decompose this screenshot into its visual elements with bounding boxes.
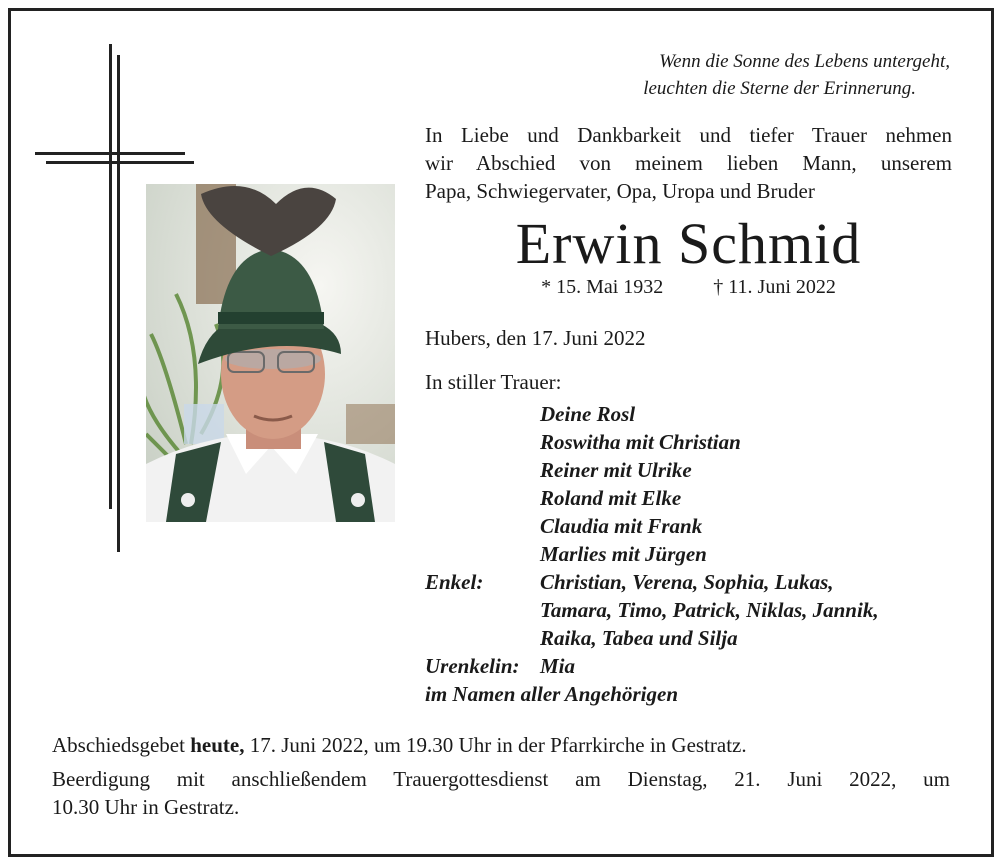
- motto-quote: [560, 48, 950, 102]
- death-date: 11. Juni 2022: [728, 276, 836, 298]
- birth-date: 15. Mai 1932: [556, 276, 664, 298]
- service-info: [52, 731, 950, 821]
- mourner: Roland mit Elke: [540, 486, 682, 510]
- birth-star-icon: *: [541, 276, 552, 298]
- life-dates: [425, 276, 952, 299]
- funeral-line: Beerdigung mit anschließendem Trauergottesdienst am Dienstag, 21. Juni 2022, um: [52, 767, 950, 791]
- closing-line: im Namen aller Angehörigen: [425, 682, 678, 706]
- motto-line: Wenn die Sonne des Lebens untergeht,: [659, 51, 950, 72]
- death-cross-icon: †: [713, 276, 724, 298]
- mourner: Reiner mit Ulrike: [540, 458, 692, 482]
- funeral-line-end: 10.30 Uhr in Gestratz.: [52, 795, 240, 819]
- prayer-line: [52, 731, 950, 759]
- intro-text: [425, 121, 952, 205]
- prayer-details: 17. Juni 2022, um 19.30 Uhr in der Pfarrkirche in Gestratz.: [244, 733, 747, 757]
- mourner: Marlies mit Jürgen: [540, 542, 707, 566]
- mourner: Roswitha mit Christian: [540, 430, 741, 454]
- enkel-line: Raika, Tabea und Silja: [540, 626, 738, 650]
- enkel-line: Christian, Verena, Sophia, Lukas,: [540, 570, 834, 594]
- enkel-label: Enkel:: [425, 570, 484, 594]
- prayer-today: heute,: [190, 733, 245, 757]
- motto-line: leuchten die Sterne der Erinnerung.: [643, 78, 916, 99]
- mourning-label: In stiller Trauer:: [425, 370, 562, 394]
- portrait-photo: [146, 184, 395, 522]
- intro-line: In Liebe und Dankbarkeit und tiefer Trauer nehmen: [425, 123, 952, 147]
- mourners-list: [425, 400, 965, 708]
- intro-line: wir Abschied von meinem lieben Mann, unserem: [425, 151, 952, 175]
- mourner: Claudia mit Frank: [540, 514, 703, 538]
- prayer-text: Abschiedsgebet: [52, 733, 191, 757]
- intro-line: Papa, Schwiegervater, Opa, Uropa und Bruder: [425, 179, 815, 203]
- urenkel-label: Urenkelin:: [425, 654, 520, 678]
- mourner: Deine Rosl: [540, 402, 636, 426]
- deceased-name: Erwin Schmid: [515, 211, 862, 276]
- urenkel-name: Mia: [540, 654, 576, 678]
- place-date: Hubers, den 17. Juni 2022: [425, 326, 646, 350]
- enkel-line: Tamara, Timo, Patrick, Niklas, Jannik,: [540, 598, 879, 622]
